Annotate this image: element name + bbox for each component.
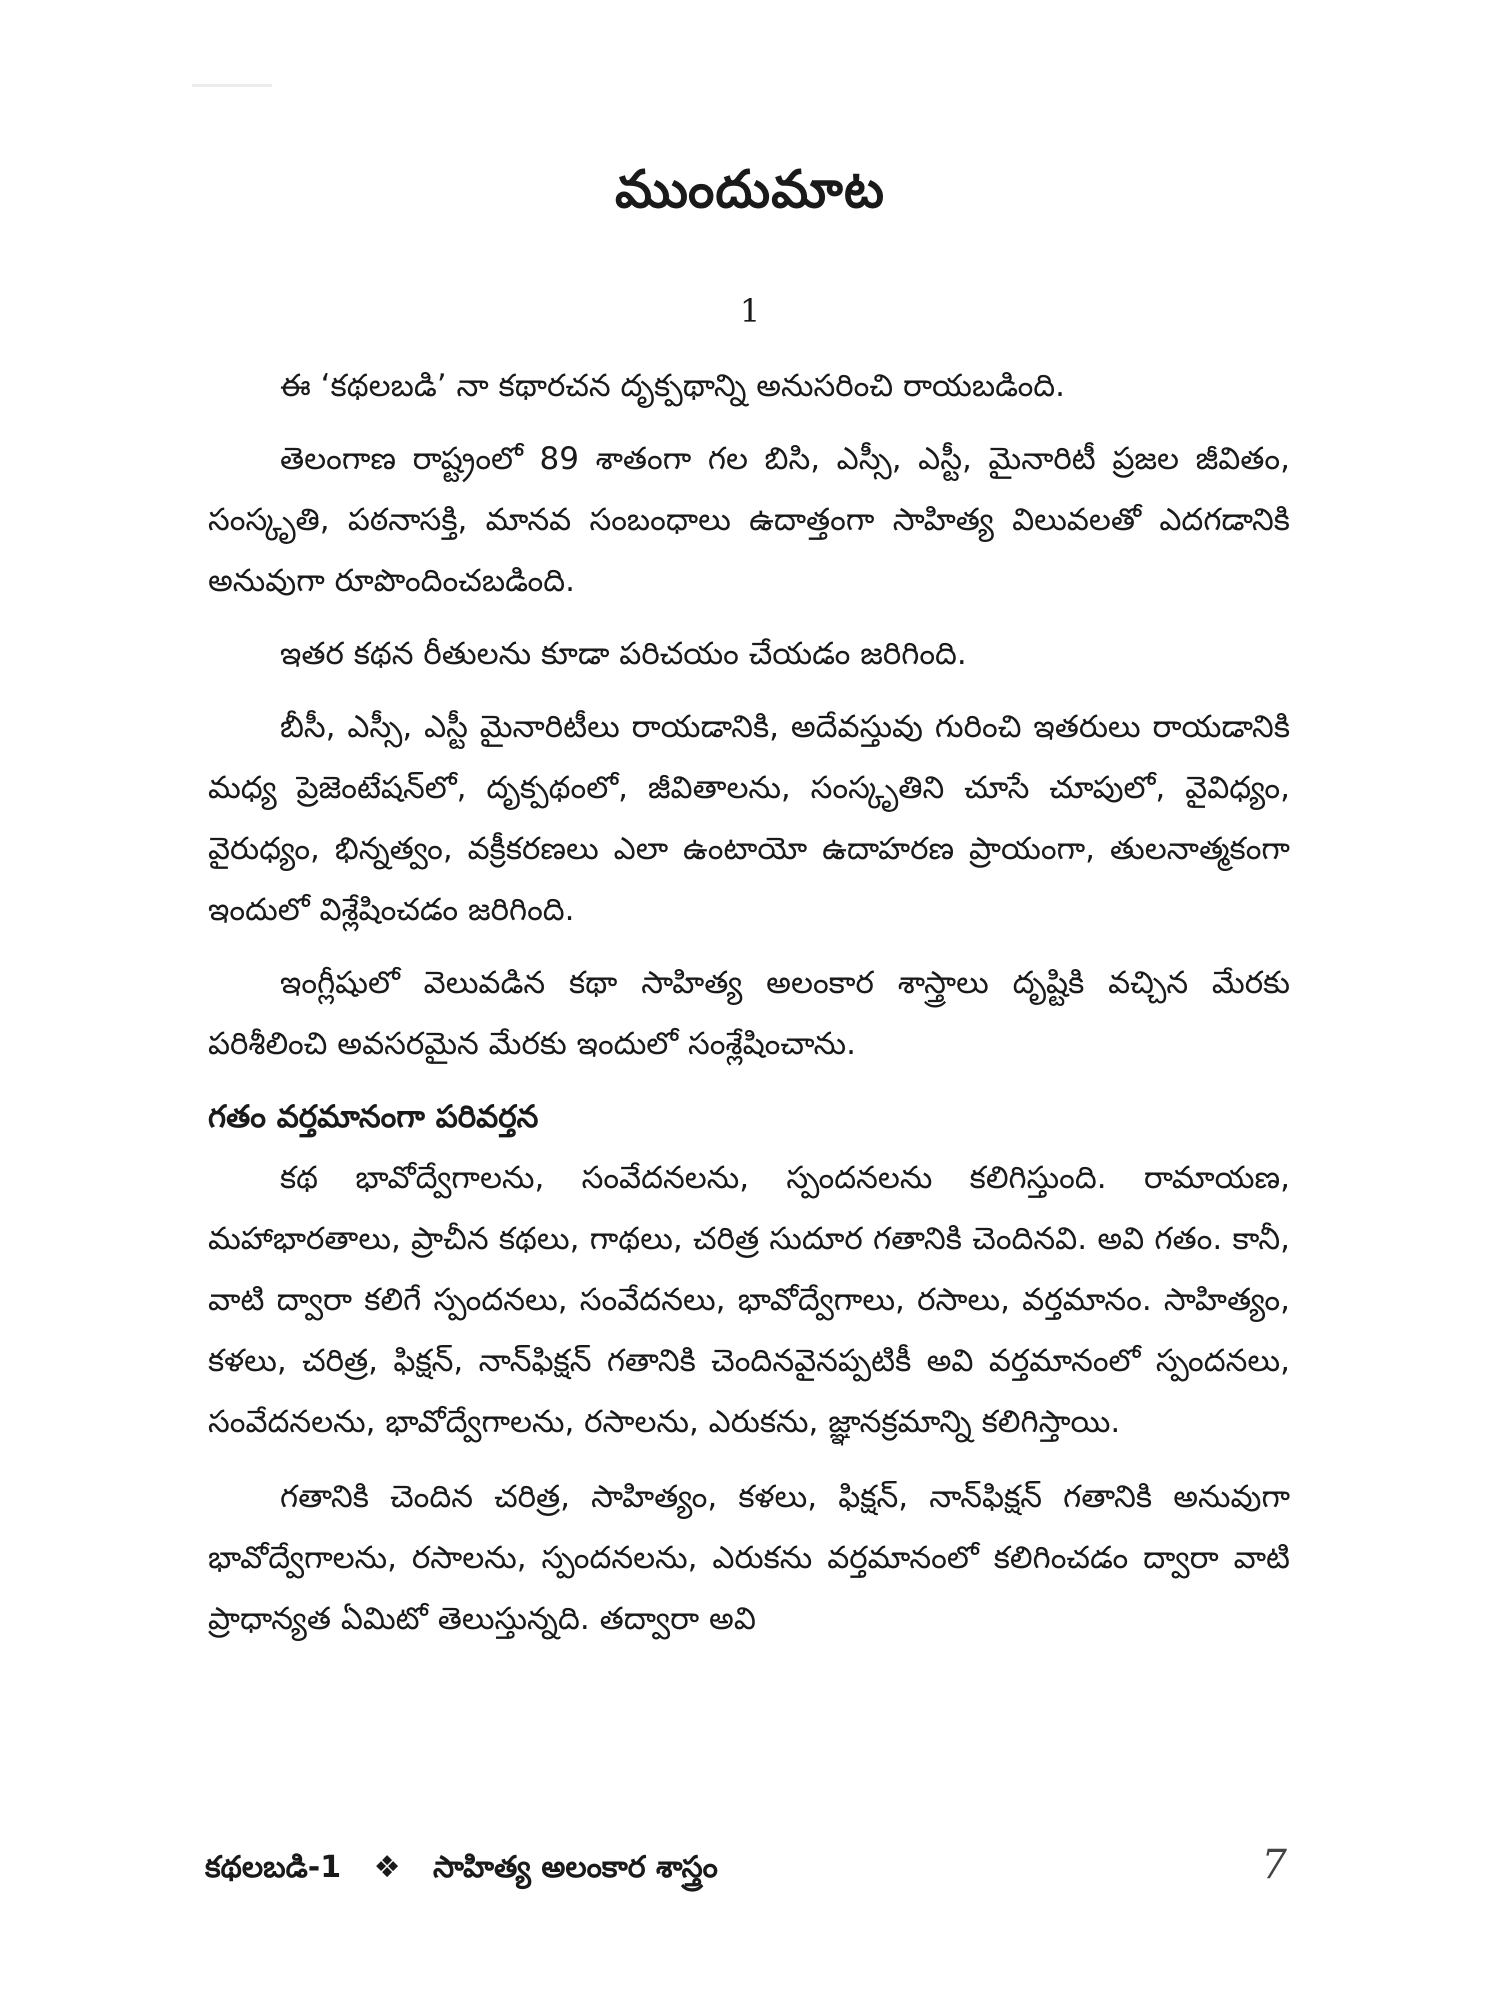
- page-number: 7: [1261, 1842, 1287, 1888]
- book-subtitle: సాహిత్య అలంకార శాస్త్రం: [432, 1850, 718, 1885]
- body-text: [208, 356, 1290, 1662]
- book-title: కథలబడి-1: [205, 1850, 342, 1885]
- paragraph: గతానికి చెందిన చరిత్ర, సాహిత్యం, కళలు, ఫిక్షన్, నాన్‌ఫిక్షన్ గతానికి అనువుగా భావోద్వేగాలను, రసాలను, స్పందనలను, ఎరుకను వర్తమానంలో కలిగించడం ద్వారా వాటి ప్రాధాన్యత ఏమిటో తెలుస్తున్నది. తద్వారా అవి: [208, 1479, 1290, 1637]
- paragraph: తెలంగాణ రాష్ట్రంలో 89 శాతంగా గల బిసి, ఎస్సీ, ఎస్టీ, మైనారిటీ ప్రజల జీవితం, సంస్కృతి, పఠనాసక్తి, మానవ సంబంధాలు ఉదాత్తంగా సాహిత్య విలువలతో ఎదగడానికి అనువుగా రూపొందించబడింది.: [208, 441, 1290, 599]
- paragraph: ఇంగ్లీషులో వెలువడిన కథా సాహిత్య అలంకార శాస్త్రాలు దృష్టికి వచ్చిన మేరకు పరిశీలించి అవసరమైన మేరకు ఇందులో సంశ్లేషించాను.: [208, 965, 1290, 1062]
- scan-mark: [192, 84, 272, 87]
- page-title: ముందుమాట: [615, 160, 885, 220]
- diamond-ornament-icon: ❖: [373, 1850, 401, 1885]
- section-subheading: గతం వర్తమానంగా పరివర్తన: [208, 1099, 539, 1135]
- section-number: 1: [739, 292, 761, 330]
- paragraph: ఇతర కథన రీతులను కూడా పరిచయం చేయడం జరిగింది.: [280, 636, 967, 672]
- page-footer: [205, 1842, 1295, 1902]
- paragraph: ఈ ‘కథలబడి’ నా కథారచన దృక్పథాన్ని అనుసరించి రాయబడింది.: [280, 368, 1066, 404]
- paragraph: కథ భావోద్వేగాలను, సంవేదనలను, స్పందనలను కలిగిస్తుంది. రామాయణ, మహాభారతాలు, ప్రాచీన కథలు, గాథలు, చరిత్ర సుదూర గతానికి చెందినవి. అవి గతం. కానీ, వాటి ద్వారా కలిగే స్పందనలు, సంవేదనలు, భావోద్వేగాలు, రసాలు, వర్తమానం. సాహిత్యం, కళలు, చరిత్ర, ఫిక్షన్, నాన్‌ఫిక్షన్ గతానికి చెందినవైనప్పటికీ అవి వర్తమానంలో స్పందనలు, సంవేదనలను, భావోద్వేగాలను, రసాలను, ఎరుకను, జ్ఞానక్రమాన్ని కలిగిస్తాయి.: [208, 1160, 1290, 1440]
- running-footer: [205, 1850, 718, 1892]
- paragraph: బీసీ, ఎస్సీ, ఎస్టీ మైనారిటీలు రాయడానికి, అదేవస్తువు గురించి ఇతరులు రాయడానికి మధ్య ప్రెజెంటేషన్‌లో, దృక్పథంలో, జీవితాలను, సంస్కృతిని చూసే చూపులో, వైవిధ్యం, వైరుధ్యం, భిన్నత్వం, వక్రీకరణలు ఎలా ఉంటాయో ఉదాహరణ ప్రాయంగా, తులనాత్మకంగా ఇందులో విశ్లేషించడం జరిగింది.: [208, 709, 1290, 928]
